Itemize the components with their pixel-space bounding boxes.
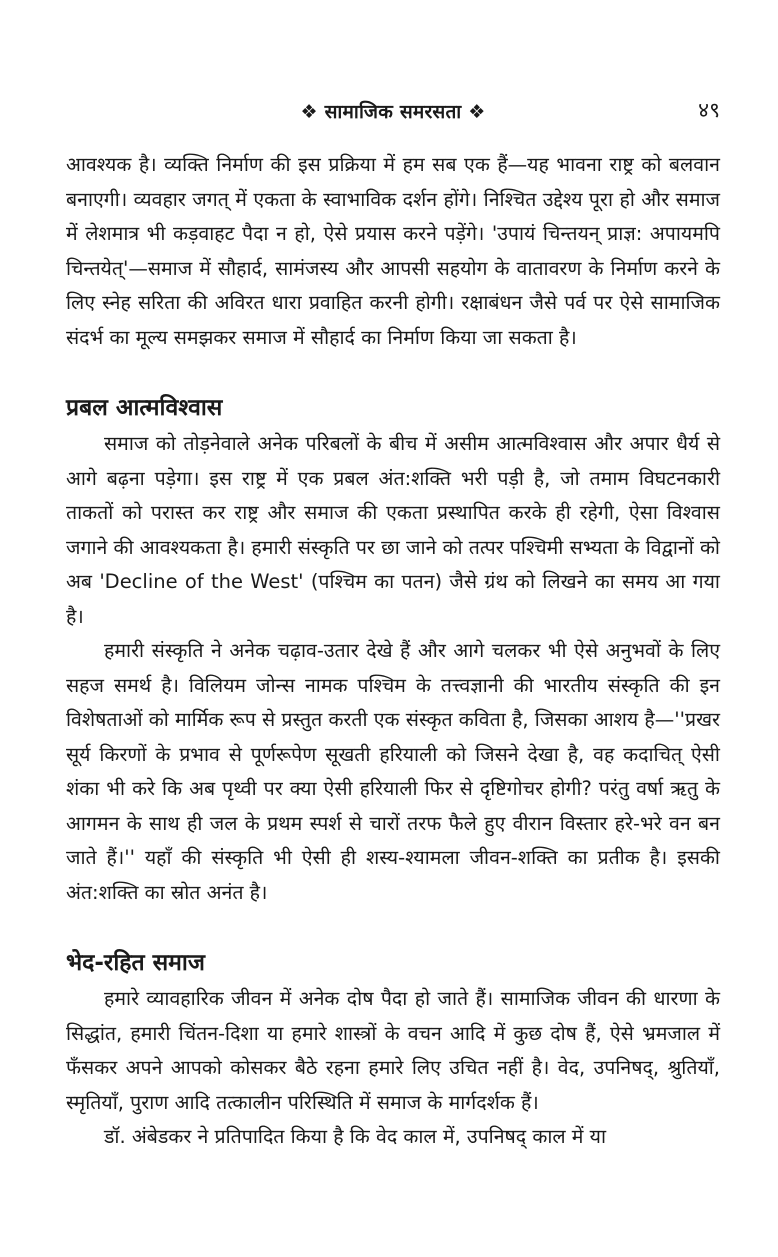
section-heading-bhed-rahit-samaj: भेद-रहित समाज (66, 950, 205, 976)
section1-paragraph-2: हमारी संस्कृति ने अनेक चढ़ाव-उतार देखे हैं और आगे चलकर भी ऐसे अनुभवों के लिए सहज समर्थ है। विलियम जोन्स नामक पश्चिम के तत्त्वज्ञानी की भारतीय संस्कृति की इन विशेषताओं को मार्मिक रूप से प्रस्तुत करती एक संस्कृत कविता है, जिसका आशय है—''प्रखर सूर्य किरणों के प्रभाव से पूर्णरूपेण सूखती हरियाली को जिसने देखा है, वह कदाचित् ऐसी शंका भी करे कि अब पृथ्वी पर क्या ऐसी हरियाली फिर से दृष्टिगोचर होगी? परंतु वर्षा ऋतु के आगमन के साथ ही जल के प्रथम स्पर्श से चारों तरफ फैले हुए वीरान विस्तार हरे-भरे वन बन जाते हैं।'' यहाँ की संस्कृति भी ऐसी ही शस्य-श्यामला जीवन-शक्ति का प्रतीक है। इसकी अंत:शक्ति का स्रोत अनंत है। (66, 639, 720, 904)
running-head: ❖ सामाजिक समरसता ❖ (300, 101, 486, 123)
page-number: ४९ (698, 98, 720, 122)
intro-paragraph: आवश्यक है। व्यक्ति निर्माण की इस प्रक्रिया में हम सब एक हैं—यह भावना राष्ट्र को बलवान बनाएगी। व्यवहार जगत् में एकता के स्वाभाविक दर्शन होंगे। निश्चित उद्देश्य पूरा हो और समाज में लेशमात्र भी कड़वाहट पैदा न हो, ऐसे प्रयास करने पड़ेंगे। 'उपायं चिन्तयन् प्राज्ञ: अपायमपि चिन्तयेत्'—समाज में सौहार्द, सामंजस्य और आपसी सहयोग के वातावरण के निर्माण करने के लिए स्नेह सरिता की अविरत धारा प्रवाहित करनी होगी। रक्षाबंधन जैसे पर्व पर ऐसे सामाजिक संदर्भ का मूल्य समझकर समाज में सौहार्द का निर्माण किया जा सकता है। (66, 153, 720, 349)
section2-paragraph-2: डॉ. अंबेडकर ने प्रतिपादित किया है कि वेद काल में, उपनिषद् काल में या (104, 1125, 607, 1148)
section-heading-prabal-atmavishwas: प्रबल आत्मविश्वास (66, 395, 223, 421)
section2-paragraph-1: हमारे व्यावहारिक जीवन में अनेक दोष पैदा हो जाते हैं। सामाजिक जीवन की धारणा के सिद्धांत, हमारी चिंतन-दिशा या हमारे शास्त्रों के वचन आदि में कुछ दोष हैं, ऐसे भ्रमजाल में फँसकर अपने आपको कोसकर बैठे रहना हमारे लिए उचित नहीं है। वेद, उपनिषद्, श्रुतियाँ, स्मृतियाँ, पुराण आदि तत्कालीन परिस्थिति में समाज के मार्गदर्शक हैं। (66, 987, 720, 1114)
section1-paragraph-1: समाज को तोड़नेवाले अनेक परिबलों के बीच में असीम आत्मविश्वास और अपार धैर्य से आगे बढ़ना पड़ेगा। इस राष्ट्र में एक प्रबल अंत:शक्ति भरी पड़ी है, जो तमाम विघटनकारी ताकतों को परास्त कर राष्ट्र और समाज की एकता प्रस्थापित करके ही रहेगी, ऐसा विश्वास जगाने की आवश्यकता है। हमारी संस्कृति पर छा जाने को तत्पर पश्चिमी सभ्यता के विद्वानों को अब 'Decline of the West' (पश्चिम का पतन) जैसे ग्रंथ को लिखने का समय आ गया है। (66, 432, 720, 628)
page-content (66, 148, 720, 1155)
page-header (66, 98, 720, 134)
